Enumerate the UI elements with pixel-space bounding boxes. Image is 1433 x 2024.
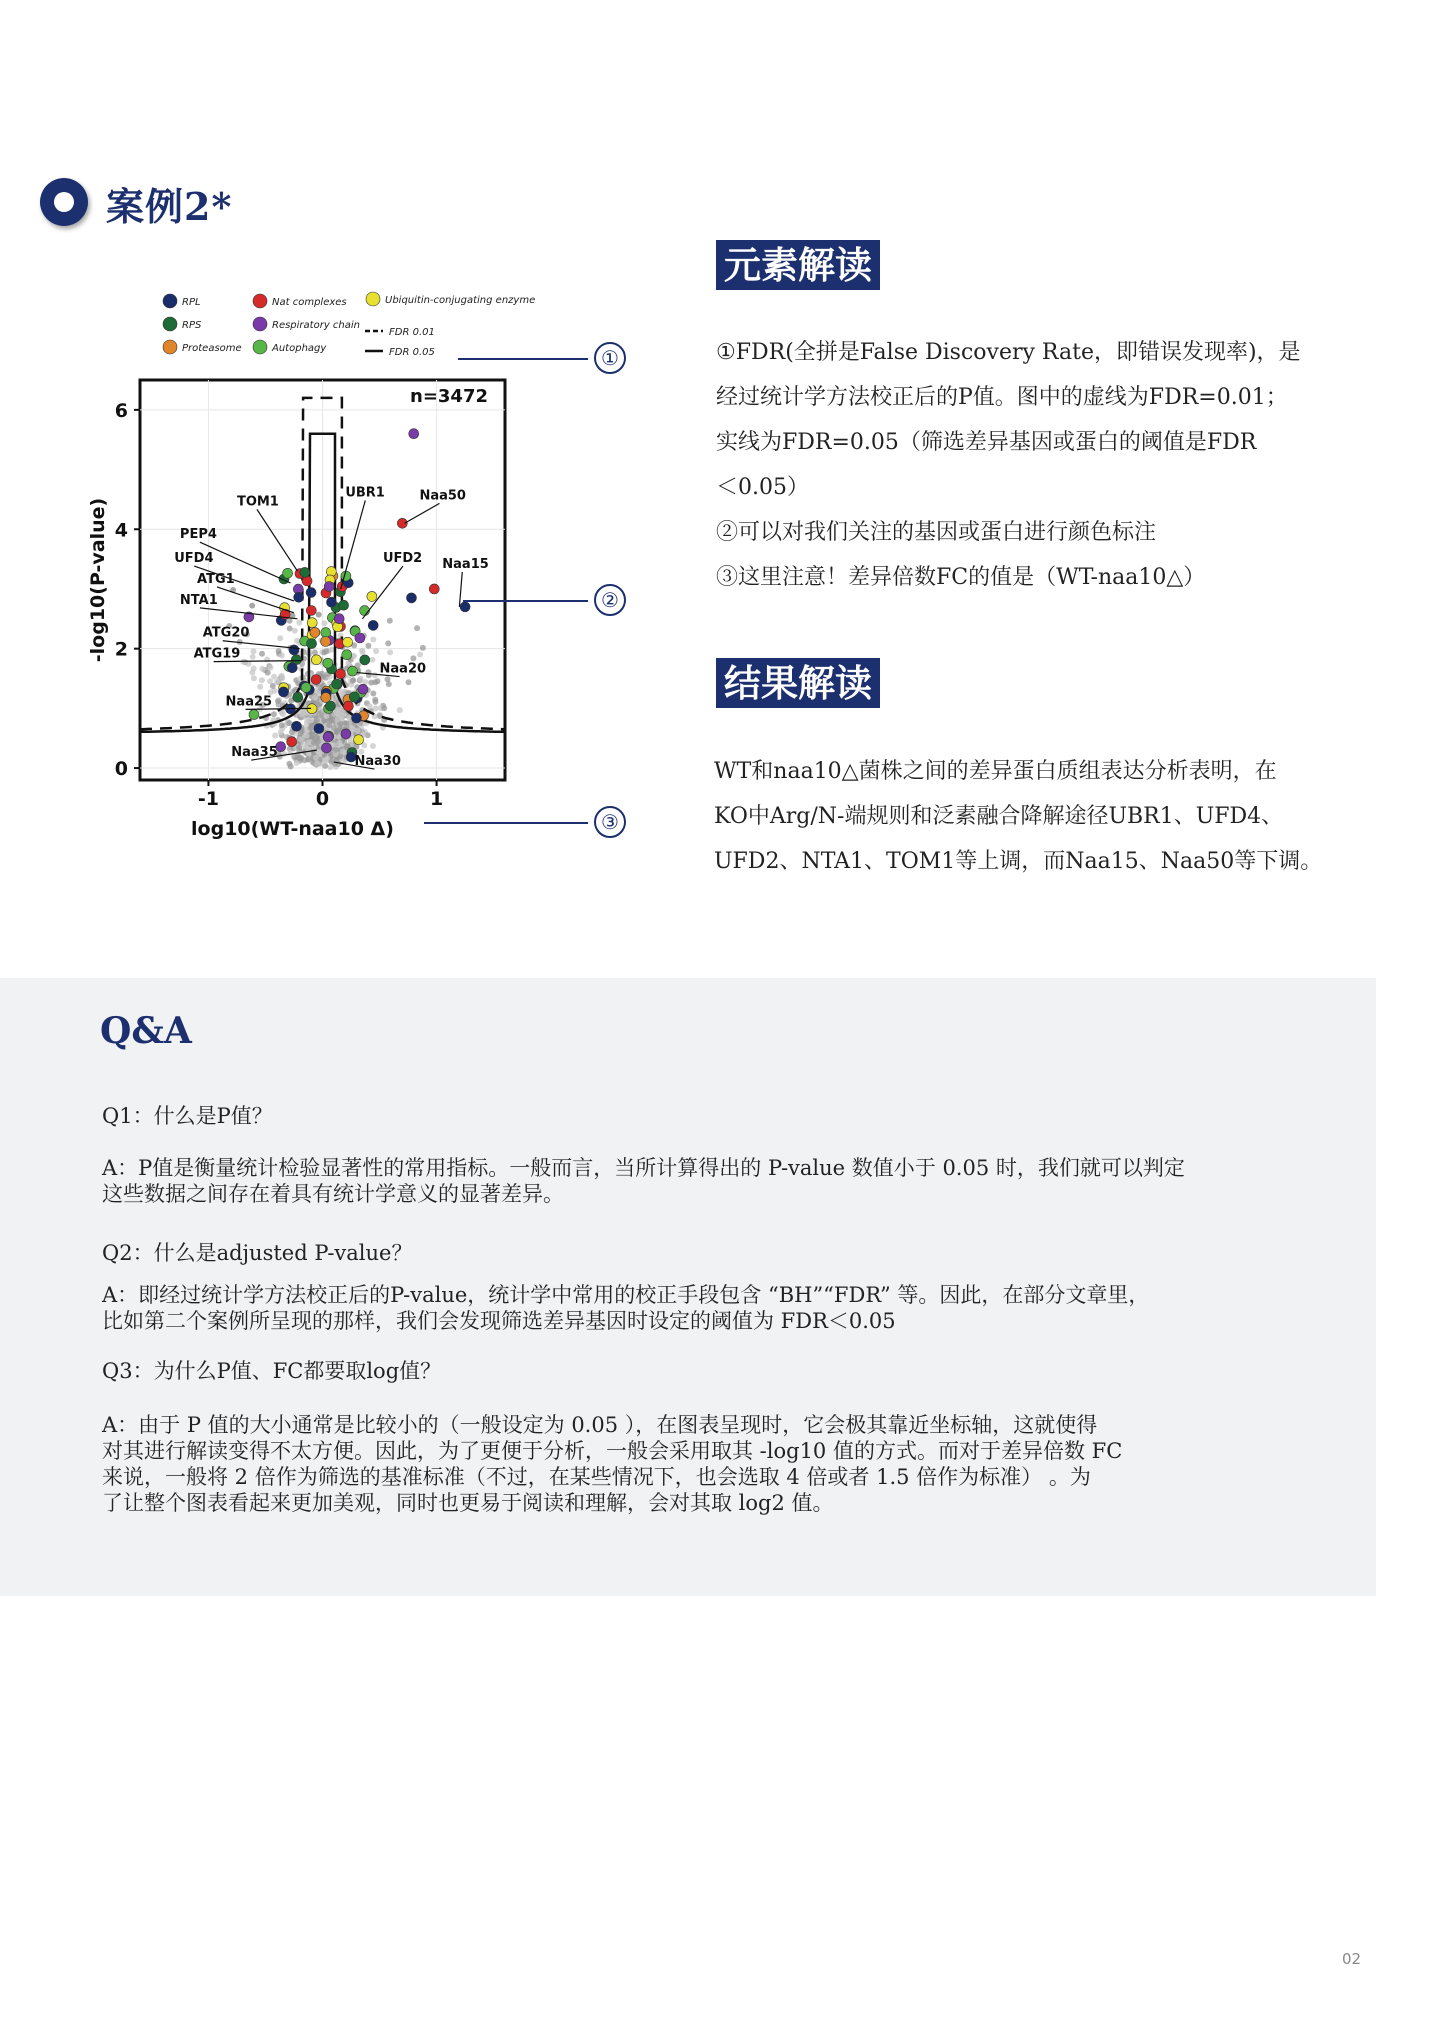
bg-point bbox=[358, 676, 364, 682]
category-point bbox=[324, 582, 334, 592]
case-title: 案例2* bbox=[106, 184, 233, 229]
gene-label: ATG20 bbox=[202, 625, 250, 641]
bg-point bbox=[279, 673, 285, 679]
x-axis-label: log10(WT-naa10 Δ) bbox=[191, 818, 394, 840]
category-point bbox=[279, 687, 289, 697]
results-line-1: WT和naa10△菌株之间的差异蛋白质组表达分析表明，在 bbox=[714, 759, 1277, 784]
category-point bbox=[321, 743, 331, 753]
bg-point bbox=[386, 681, 392, 687]
y-tick-label: 0 bbox=[114, 758, 128, 781]
bg-point bbox=[349, 725, 355, 731]
legend-label: Autophagy bbox=[272, 343, 327, 354]
bg-point bbox=[272, 733, 278, 739]
bg-point bbox=[275, 698, 281, 704]
category-point bbox=[306, 588, 316, 598]
bg-point bbox=[259, 666, 265, 672]
bg-point bbox=[307, 725, 313, 731]
y-axis-label: -log10(P-value) bbox=[87, 497, 109, 663]
marker-1: ① bbox=[594, 342, 626, 374]
elements-line-2: 经过统计学方法校正后的P值。图中的虚线为FDR=0.01； bbox=[716, 385, 1288, 410]
elements-title: 元素解读 bbox=[716, 240, 880, 290]
outlier-point bbox=[460, 602, 470, 612]
bg-point bbox=[286, 761, 292, 767]
bg-point bbox=[296, 744, 302, 750]
category-point bbox=[342, 650, 352, 660]
category-point bbox=[323, 732, 333, 742]
category-point bbox=[287, 737, 297, 747]
category-point bbox=[367, 591, 377, 601]
answer-3 bbox=[102, 1412, 1402, 1516]
gene-label: UFD4 bbox=[174, 551, 214, 567]
gene-label: ATG19 bbox=[193, 646, 241, 662]
bg-point bbox=[259, 651, 265, 657]
bg-point bbox=[312, 695, 318, 701]
bg-point bbox=[251, 666, 257, 672]
category-point bbox=[314, 724, 324, 734]
category-point bbox=[355, 633, 365, 643]
elements-line-4: ＜0.05） bbox=[716, 475, 809, 500]
legend-swatch bbox=[163, 340, 177, 354]
bg-point bbox=[328, 759, 334, 765]
legend-label: RPS bbox=[182, 320, 202, 331]
bg-point bbox=[373, 706, 379, 712]
bg-point bbox=[373, 648, 379, 654]
bg-point bbox=[372, 699, 378, 705]
bg-point bbox=[326, 722, 332, 728]
bg-point bbox=[344, 720, 350, 726]
bg-point bbox=[291, 754, 297, 760]
category-point bbox=[348, 666, 358, 676]
answer-2-line-2: 比如第二个案例所呈现的那样，我们会发现筛选差异基因时设定的阈值为 FDR＜0.05 bbox=[102, 1309, 896, 1333]
question-2: Q2：什么是adjusted P-value？ bbox=[102, 1241, 413, 1265]
legend-swatch bbox=[163, 294, 177, 308]
category-point bbox=[321, 692, 331, 702]
marker-line-1 bbox=[458, 358, 588, 360]
bg-point bbox=[381, 705, 387, 711]
section-bullet-icon bbox=[40, 178, 88, 226]
bg-point bbox=[350, 678, 356, 684]
bg-point bbox=[370, 743, 376, 749]
bg-point bbox=[278, 729, 284, 735]
category-point bbox=[354, 735, 364, 745]
bg-point bbox=[251, 675, 257, 681]
category-point bbox=[311, 675, 321, 685]
bg-point bbox=[340, 749, 346, 755]
gene-label: Naa35 bbox=[231, 745, 278, 761]
legend bbox=[163, 292, 535, 358]
bg-point bbox=[333, 747, 339, 753]
bg-point bbox=[397, 707, 403, 713]
bg-point bbox=[334, 729, 340, 735]
legend-label: RPL bbox=[182, 297, 201, 308]
category-point bbox=[321, 628, 331, 638]
chart-title: n=3472 bbox=[410, 386, 488, 407]
category-point bbox=[341, 729, 351, 739]
legend-swatch bbox=[253, 340, 267, 354]
category-point bbox=[300, 567, 310, 577]
bg-point bbox=[359, 648, 365, 654]
bg-point bbox=[420, 645, 426, 651]
bg-point bbox=[268, 665, 274, 671]
category-point bbox=[358, 684, 368, 694]
results-title: 结果解读 bbox=[716, 658, 880, 708]
x-tick-label: 0 bbox=[315, 788, 330, 810]
bg-point bbox=[367, 703, 373, 709]
answer-3-line-4: 了让整个图表看起来更加美观，同时也更易于阅读和理解，会对其取 log2 值。 bbox=[102, 1491, 834, 1515]
category-point bbox=[292, 721, 302, 731]
bg-point bbox=[387, 618, 393, 624]
legend-label: FDR 0.05 bbox=[389, 347, 435, 358]
bg-point bbox=[322, 620, 328, 626]
category-point bbox=[323, 658, 333, 668]
gene-label: NTA1 bbox=[179, 592, 218, 608]
outlier-point bbox=[409, 429, 419, 439]
gene-label: Naa30 bbox=[354, 754, 401, 770]
legend-swatch bbox=[253, 294, 267, 308]
answer-1-line-1: A：P值是衡量统计检验显著性的常用指标。一般而言，当所计算得出的 P-value 数值小于 0.05 时，我们就可以判定 bbox=[102, 1156, 1185, 1180]
legend-swatch bbox=[163, 317, 177, 331]
bg-point bbox=[414, 625, 420, 631]
bg-point bbox=[296, 620, 302, 626]
marker-3: ③ bbox=[594, 806, 626, 838]
answer-3-line-1: A：由于 P 值的大小通常是比较小的（一般设定为 0.05 ），在图表呈现时，它会极其靠近坐标轴，这就使得 bbox=[102, 1413, 1098, 1437]
bg-point bbox=[274, 679, 280, 685]
outlier-point bbox=[406, 593, 416, 603]
category-point bbox=[339, 600, 349, 610]
category-point bbox=[310, 627, 320, 637]
bg-point bbox=[387, 649, 393, 655]
results-paragraph bbox=[714, 749, 1354, 884]
gene-label: ATG1 bbox=[197, 571, 235, 587]
elements-paragraph bbox=[716, 330, 1356, 600]
category-point bbox=[301, 683, 311, 693]
bg-point bbox=[372, 672, 378, 678]
category-point bbox=[349, 692, 359, 702]
bg-point bbox=[312, 649, 318, 655]
bg-point bbox=[316, 612, 322, 618]
bg-point bbox=[287, 626, 293, 632]
bg-point bbox=[298, 736, 304, 742]
volcano-plot bbox=[80, 285, 640, 845]
category-point bbox=[343, 637, 353, 647]
category-point bbox=[306, 606, 316, 616]
outlier-point bbox=[397, 518, 407, 528]
legend-swatch bbox=[253, 317, 267, 331]
bg-point bbox=[335, 716, 341, 722]
gene-label: Naa15 bbox=[442, 557, 489, 573]
bg-point bbox=[375, 678, 381, 684]
legend-label: Respiratory chain bbox=[272, 320, 361, 331]
bg-point bbox=[313, 755, 319, 761]
legend-label: Ubiquitin-conjugating enzyme bbox=[385, 295, 536, 306]
elements-line-1: ①FDR(全拼是False Discovery Rate，即错误发现率)，是 bbox=[716, 340, 1301, 365]
x-tick-label: 1 bbox=[429, 788, 444, 810]
category-point bbox=[334, 614, 344, 624]
category-point bbox=[336, 669, 346, 679]
gene-label: Naa20 bbox=[379, 661, 427, 677]
y-tick-label: 6 bbox=[114, 399, 128, 422]
bg-point bbox=[292, 628, 298, 634]
x-tick-label: -1 bbox=[197, 788, 219, 810]
bg-point bbox=[250, 654, 256, 660]
bg-point bbox=[370, 691, 376, 697]
category-point bbox=[321, 637, 331, 647]
bg-point bbox=[267, 678, 273, 684]
category-point bbox=[343, 701, 353, 711]
category-point bbox=[249, 710, 259, 720]
bg-point bbox=[277, 635, 283, 641]
category-point bbox=[293, 692, 303, 702]
gene-label: TOM1 bbox=[236, 494, 279, 510]
bg-point bbox=[279, 722, 285, 728]
bg-point bbox=[370, 637, 376, 643]
gene-label: PEP4 bbox=[179, 527, 217, 543]
bg-point bbox=[417, 652, 423, 658]
results-line-3: UFD2、NTA1、TOM1等上调，而Naa15、Naa50等下调。 bbox=[714, 849, 1323, 874]
marker-2: ② bbox=[594, 584, 626, 616]
bg-point bbox=[339, 709, 345, 715]
bg-point bbox=[314, 760, 320, 766]
bg-point bbox=[257, 684, 263, 690]
category-point bbox=[352, 713, 362, 723]
category-point bbox=[327, 597, 337, 607]
elements-line-3: 实线为FDR=0.05（筛选差异基因或蛋白的阈值是FDR bbox=[716, 430, 1257, 455]
category-point bbox=[307, 618, 317, 628]
category-point bbox=[283, 568, 293, 578]
results-line-2: KO中Arg/N-端规则和泛素融合降解途径UBR1、UFD4、 bbox=[714, 804, 1284, 829]
bg-point bbox=[276, 648, 282, 654]
answer-1-line-2: 这些数据之间存在着具有统计学意义的显著差异。 bbox=[102, 1182, 564, 1206]
outlier-point bbox=[429, 584, 439, 594]
answer-2-line-1: A：即经过统计学方法校正后的P-value，统计学中常用的校正手段包含 “BH”“FDR” 等。因此，在部分文章里， bbox=[102, 1283, 1150, 1307]
gene-label: UBR1 bbox=[345, 485, 385, 501]
bg-point bbox=[334, 711, 340, 717]
legend-swatch bbox=[366, 292, 380, 306]
question-1: Q1：什么是P值？ bbox=[102, 1104, 273, 1128]
bg-point bbox=[385, 640, 391, 646]
answer-2 bbox=[102, 1282, 1402, 1334]
page-number: 02 bbox=[1342, 1950, 1362, 1968]
bg-point bbox=[314, 717, 320, 723]
bg-point bbox=[323, 648, 329, 654]
legend-label: FDR 0.01 bbox=[389, 327, 435, 338]
gene-label: Naa50 bbox=[419, 488, 466, 504]
bg-point bbox=[410, 655, 416, 661]
category-point bbox=[307, 639, 317, 649]
bg-point bbox=[280, 711, 286, 717]
bg-point bbox=[406, 679, 412, 685]
bg-point bbox=[369, 657, 375, 663]
answer-3-line-3: 来说，一般将 2 倍作为筛选的基准标准（不过，在某些情况下，也会选取 4 倍或者 1.5 倍作为标准） 。为 bbox=[102, 1465, 1091, 1489]
gene-label: UFD2 bbox=[382, 551, 423, 567]
category-point bbox=[289, 645, 299, 655]
bg-point bbox=[304, 733, 310, 739]
gene-label: Naa25 bbox=[225, 694, 273, 710]
legend-label: Proteasome bbox=[182, 343, 242, 354]
answer-1 bbox=[102, 1155, 1402, 1207]
question-3: Q3：为什么P值、FC都要取log值？ bbox=[102, 1359, 442, 1383]
bg-point bbox=[271, 674, 277, 680]
marker-line-3 bbox=[424, 822, 588, 824]
bg-point bbox=[249, 603, 255, 609]
qa-title: Q&A bbox=[100, 1010, 192, 1052]
y-tick-label: 4 bbox=[114, 519, 128, 542]
category-point bbox=[360, 655, 370, 665]
answer-3-line-2: 对其进行解读变得不太方便。因此，为了更便于分析，一般会采用取其 -log10 值的方式。而对于差异倍数 FC bbox=[102, 1439, 1123, 1463]
category-point bbox=[294, 592, 304, 602]
bg-point bbox=[251, 648, 257, 654]
elements-line-6: ③这里注意！差异倍数FC的值是（WT-naa10△） bbox=[716, 565, 1206, 590]
bg-point bbox=[323, 713, 329, 719]
bg-point bbox=[304, 720, 310, 726]
bg-point bbox=[271, 711, 277, 717]
category-point bbox=[368, 620, 378, 630]
y-tick-label: 2 bbox=[114, 638, 128, 661]
elements-line-5: ②可以对我们关注的基因或蛋白进行颜色标注 bbox=[716, 520, 1157, 545]
marker-line-2 bbox=[463, 600, 588, 602]
category-point bbox=[332, 679, 342, 689]
bg-point bbox=[298, 756, 304, 762]
category-point bbox=[311, 655, 321, 665]
category-point bbox=[287, 663, 297, 673]
bg-point bbox=[259, 677, 265, 683]
bg-point bbox=[365, 643, 371, 649]
bg-point bbox=[337, 740, 343, 746]
legend-label: Nat complexes bbox=[272, 297, 347, 308]
